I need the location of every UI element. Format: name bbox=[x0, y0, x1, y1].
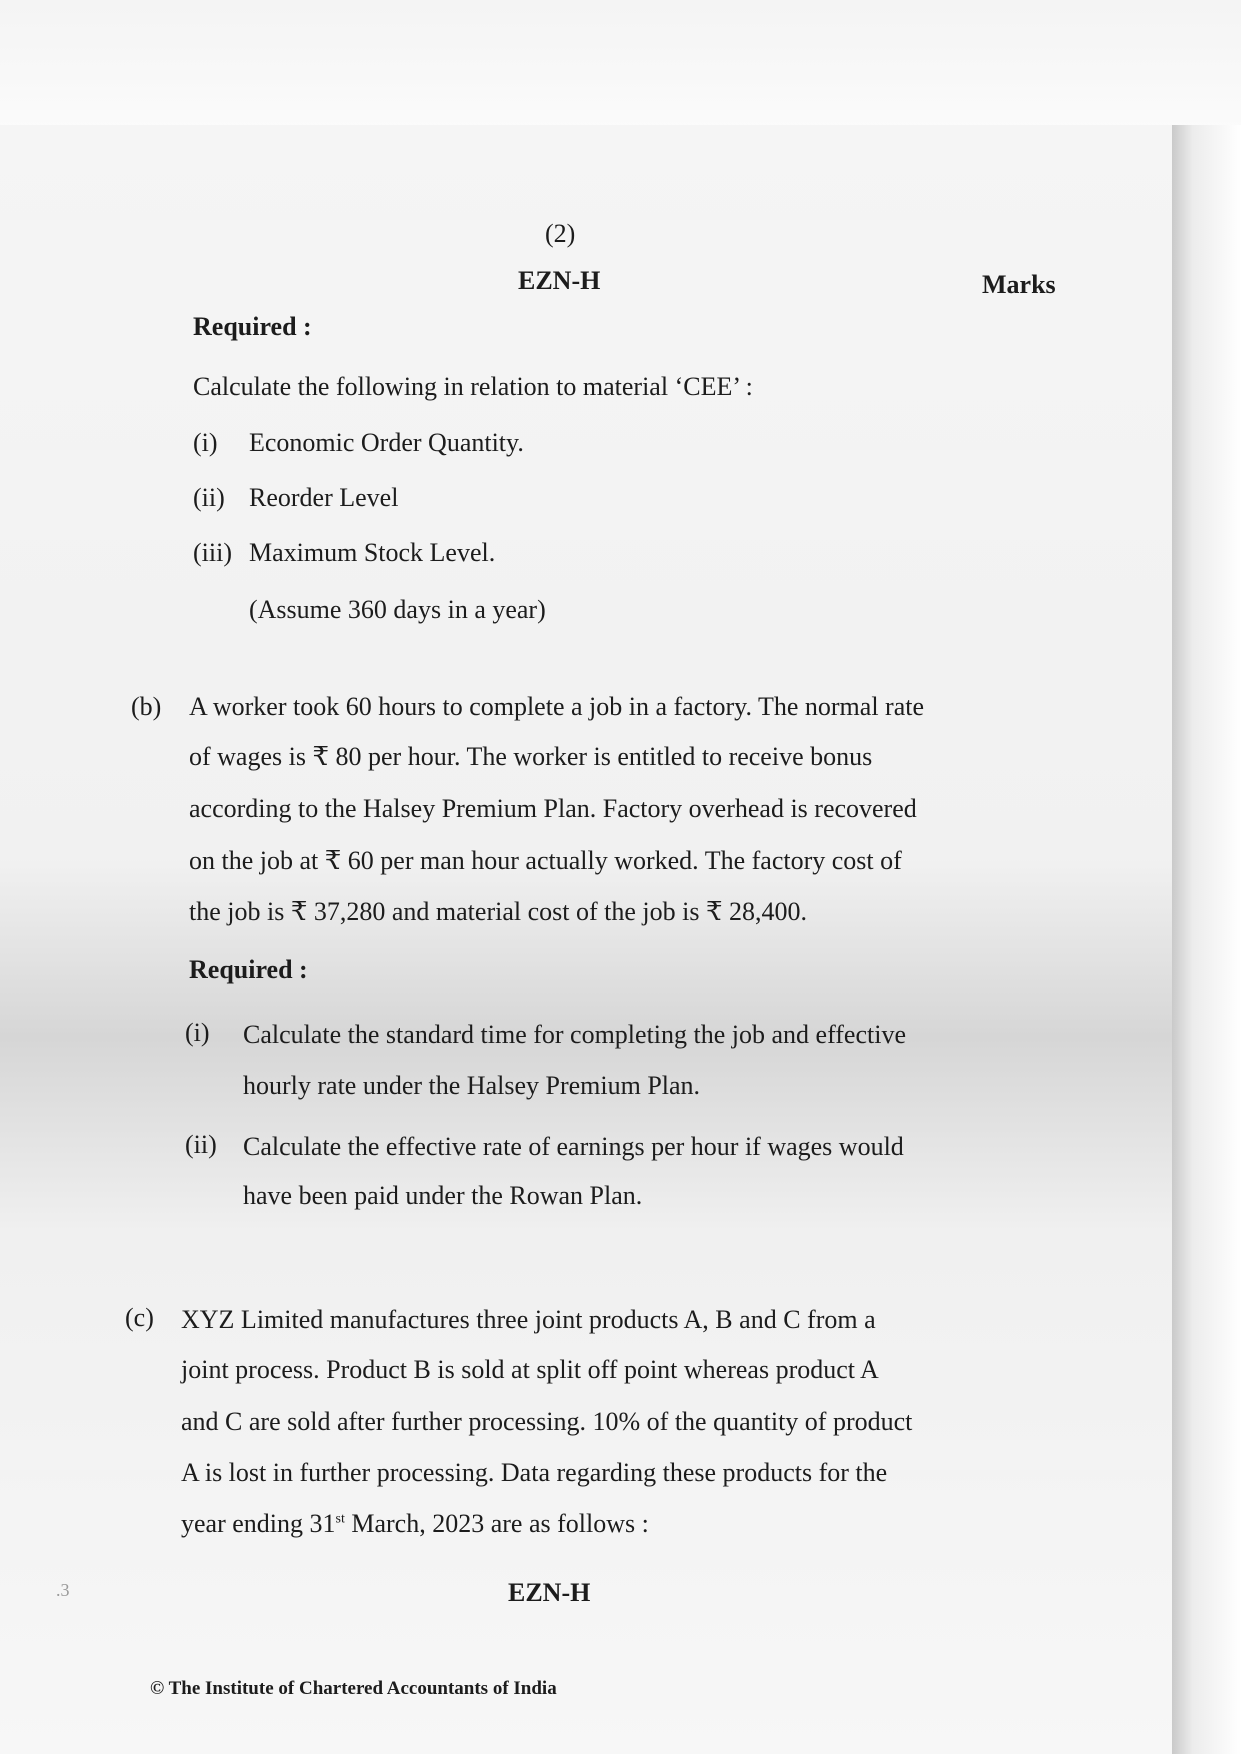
question-c-line: A is lost in further processing. Data regarding these products for the bbox=[181, 1458, 888, 1487]
list-item: Calculate the standard time for completing the job and effective bbox=[243, 1020, 906, 1049]
list-item: Economic Order Quantity. bbox=[249, 428, 524, 457]
scan-background-top bbox=[0, 0, 1241, 130]
question-b-line: on the job at ₹ 60 per man hour actually worked. The factory cost of bbox=[189, 846, 902, 875]
list-item: Maximum Stock Level. bbox=[249, 538, 496, 567]
list-num: (i) bbox=[185, 1018, 210, 1047]
list-num: (ii) bbox=[193, 483, 225, 512]
paper-code-footer: EZN-H bbox=[508, 1578, 591, 1607]
paper-code-header: EZN-H bbox=[518, 266, 601, 295]
page-number: (2) bbox=[545, 219, 576, 248]
question-label-b: (b) bbox=[131, 692, 162, 721]
margin-mark: .3 bbox=[56, 1580, 70, 1600]
list-item: Calculate the effective rate of earnings per hour if wages would bbox=[243, 1132, 904, 1161]
list-item: hourly rate under the Halsey Premium Plan. bbox=[243, 1071, 701, 1100]
required-heading-b: Required : bbox=[189, 955, 308, 984]
question-b-line: according to the Halsey Premium Plan. Factory overhead is recovered bbox=[189, 794, 917, 823]
required-heading-a: Required : bbox=[193, 312, 312, 341]
list-num: (iii) bbox=[193, 538, 232, 567]
assumption-note: (Assume 360 days in a year) bbox=[249, 595, 546, 624]
scan-page-edge bbox=[1172, 125, 1241, 1754]
copyright-footer: © The Institute of Chartered Accountants of India bbox=[150, 1678, 557, 1699]
list-item: Reorder Level bbox=[249, 483, 399, 512]
list-num: (i) bbox=[193, 428, 218, 457]
question-c-line-last: year ending 31st March, 2023 are as follows : bbox=[181, 1509, 649, 1538]
question-c-line: XYZ Limited manufactures three joint products A, B and C from a bbox=[181, 1305, 876, 1334]
question-b-line: A worker took 60 hours to complete a job in a factory. The normal rate bbox=[189, 692, 925, 721]
question-label-c: (c) bbox=[125, 1303, 154, 1332]
list-num: (ii) bbox=[185, 1130, 217, 1159]
question-b-line: of wages is ₹ 80 per hour. The worker is entitled to receive bonus bbox=[189, 742, 873, 771]
question-b-line: the job is ₹ 37,280 and material cost of the job is ₹ 28,400. bbox=[189, 897, 807, 926]
question-c-line: joint process. Product B is sold at split off point whereas product A bbox=[181, 1355, 879, 1384]
question-c-line: and C are sold after further processing. 10% of the quantity of product bbox=[181, 1407, 913, 1436]
list-item: have been paid under the Rowan Plan. bbox=[243, 1181, 643, 1210]
marks-label: Marks bbox=[982, 270, 1056, 299]
instruction-a: Calculate the following in relation to material ‘CEE’ : bbox=[193, 372, 753, 401]
